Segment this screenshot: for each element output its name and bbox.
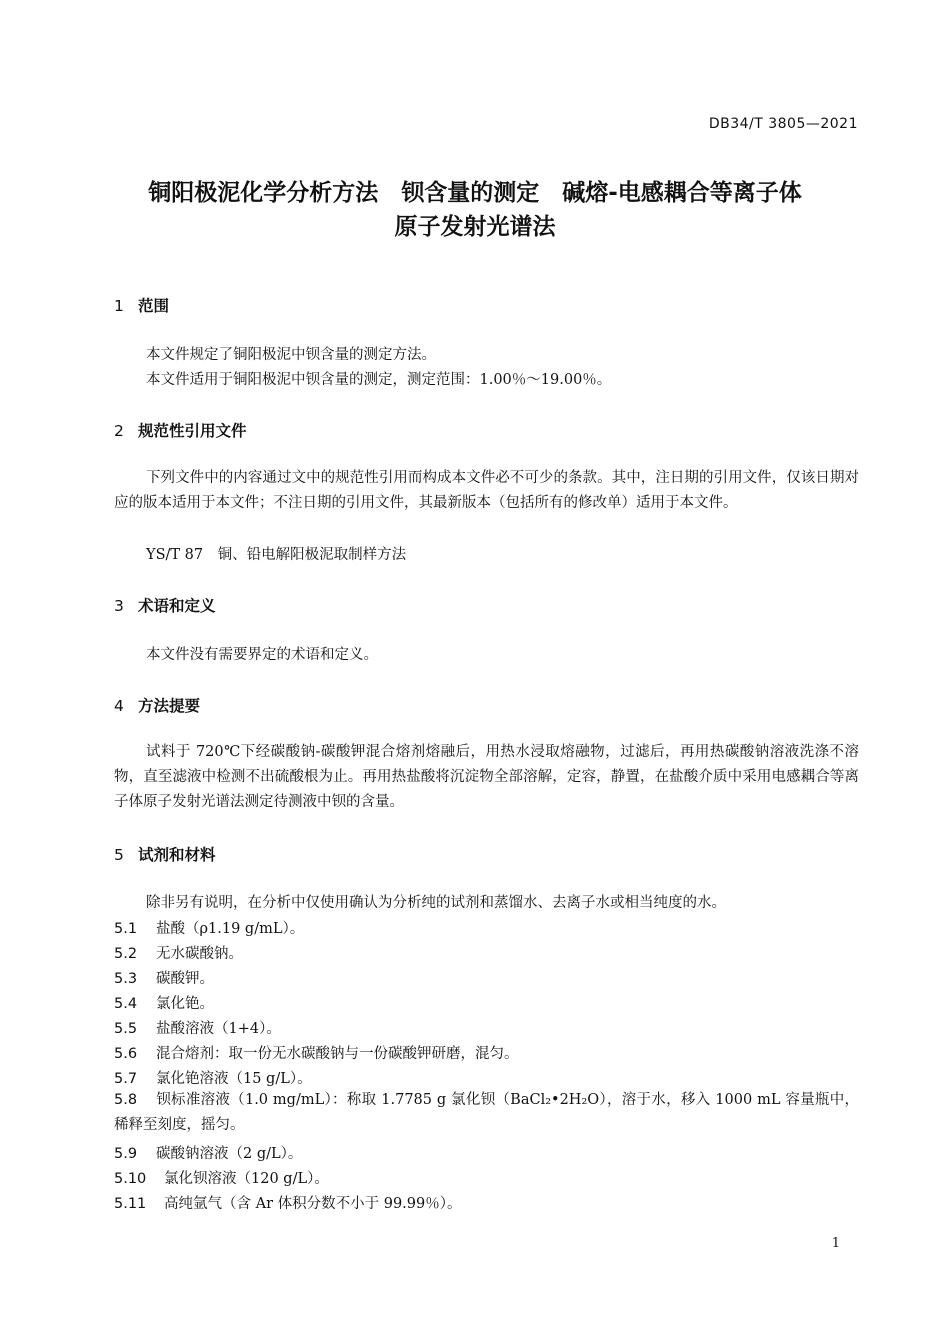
list-item-number: 5.6 — [114, 1046, 138, 1062]
list-item-text: 高纯氩气（含 Ar 体积分数不小于 99.99％）。 — [164, 1196, 462, 1212]
normative-reference: YS/T 87 铜、铅电解阳极泥取制样方法 — [146, 547, 407, 563]
list-item-text: 碳酸钠溶液（2 g/L）。 — [156, 1146, 303, 1162]
section-1-heading — [114, 294, 169, 316]
section-3-paragraph-1: 本文件没有需要界定的术语和定义。 — [146, 647, 378, 663]
list-item-number: 5.11 — [114, 1196, 147, 1212]
section-5-heading — [114, 843, 216, 865]
section-3-number: 3 — [114, 597, 124, 615]
list-item — [114, 942, 243, 963]
list-item-number: 5.10 — [114, 1171, 147, 1187]
list-item-number: 5.8 — [114, 1092, 138, 1108]
document-title-line-2: 原子发射光谱法 — [394, 214, 556, 240]
list-item — [114, 1042, 519, 1063]
section-4-heading — [114, 694, 200, 716]
list-item — [114, 1167, 329, 1188]
list-item-text: 氯化铯溶液（15 g/L）。 — [156, 1071, 312, 1087]
section-1-paragraph-1: 本文件规定了铜阳极泥中钡含量的测定方法。 — [146, 347, 436, 363]
list-item-text: 混合熔剂：取一份无水碳酸钠与一份碳酸钾研磨，混匀。 — [156, 1046, 519, 1062]
section-2-paragraph-1: 下列文件中的内容通过文中的规范性引用而构成本文件必不可少的条款。其中，注日期的引用文件，仅该日期对应的版本适用于本文件；不注日期的引用文件，其最新版本（包括所有的修改单）适用于本文件。 — [114, 470, 859, 511]
document-title-line-1: 铜阳极泥化学分析方法 钡含量的测定 碱熔-电感耦合等离子体 — [148, 180, 802, 206]
list-item — [114, 917, 304, 938]
list-item-number: 5.9 — [114, 1146, 138, 1162]
list-item-number: 5.5 — [114, 1021, 138, 1037]
section-3-title: 术语和定义 — [138, 597, 216, 615]
section-5-title: 试剂和材料 — [138, 846, 216, 864]
list-item — [114, 967, 214, 988]
list-item — [114, 1088, 859, 1138]
list-item-text: 氯化钡溶液（120 g/L）。 — [164, 1171, 329, 1187]
section-2-number: 2 — [114, 422, 124, 440]
list-item-text: 盐酸（ρ1.19 g/mL）。 — [156, 921, 305, 937]
section-2-title: 规范性引用文件 — [138, 422, 247, 440]
section-1-title: 范围 — [138, 297, 170, 315]
list-item — [114, 1017, 281, 1038]
page-number: 1 — [831, 1236, 840, 1251]
section-4-number: 4 — [114, 697, 124, 715]
list-item-number: 5.1 — [114, 921, 138, 937]
section-3-heading — [114, 594, 216, 616]
list-item-text: 盐酸溶液（1+4）。 — [156, 1021, 281, 1037]
section-1-paragraph-2: 本文件适用于铜阳极泥中钡含量的测定，测定范围：1.00％～19.00％。 — [146, 372, 612, 388]
list-item — [114, 992, 214, 1013]
section-2-heading — [114, 419, 247, 441]
section-5-paragraph-1: 除非另有说明，在分析中仅使用确认为分析纯的试剂和蒸馏水、去离子水或相当纯度的水。 — [146, 895, 726, 911]
section-4-paragraph-1: 试料于 720℃下经碳酸钠-碳酸钾混合熔剂熔融后，用热水浸取熔融物，过滤后，再用热碳酸钠溶液洗涤不溶物，直至滤液中检测不出硫酸根为止。再用热盐酸将沉淀物全部溶解，定容，静置，在盐酸介质中采用电感耦合等离子体原子发射光谱法测定待测液中钡的含量。 — [114, 744, 859, 810]
list-item — [114, 1067, 312, 1088]
list-item-number: 5.2 — [114, 946, 138, 962]
list-item-number: 5.3 — [114, 971, 138, 987]
document-code: DB34/T 3805—2021 — [708, 116, 858, 132]
section-1-number: 1 — [114, 297, 124, 315]
list-item — [114, 1192, 462, 1213]
list-item-number: 5.4 — [114, 996, 138, 1012]
list-item-text: 氯化铯。 — [156, 996, 214, 1012]
list-item-text: 钡标准溶液（1.0 mg/mL）：称取 1.7785 g 氯化钡（BaCl₂•2H₂O），溶于水，移入 1000 mL 容量瓶中，稀释至刻度，摇匀。 — [114, 1092, 859, 1133]
section-4-title: 方法提要 — [138, 697, 201, 715]
list-item-number: 5.7 — [114, 1071, 138, 1087]
list-item-text: 碳酸钾。 — [156, 971, 214, 987]
section-5-number: 5 — [114, 846, 124, 864]
list-item — [114, 1142, 302, 1163]
list-item-text: 无水碳酸钠。 — [156, 946, 243, 962]
